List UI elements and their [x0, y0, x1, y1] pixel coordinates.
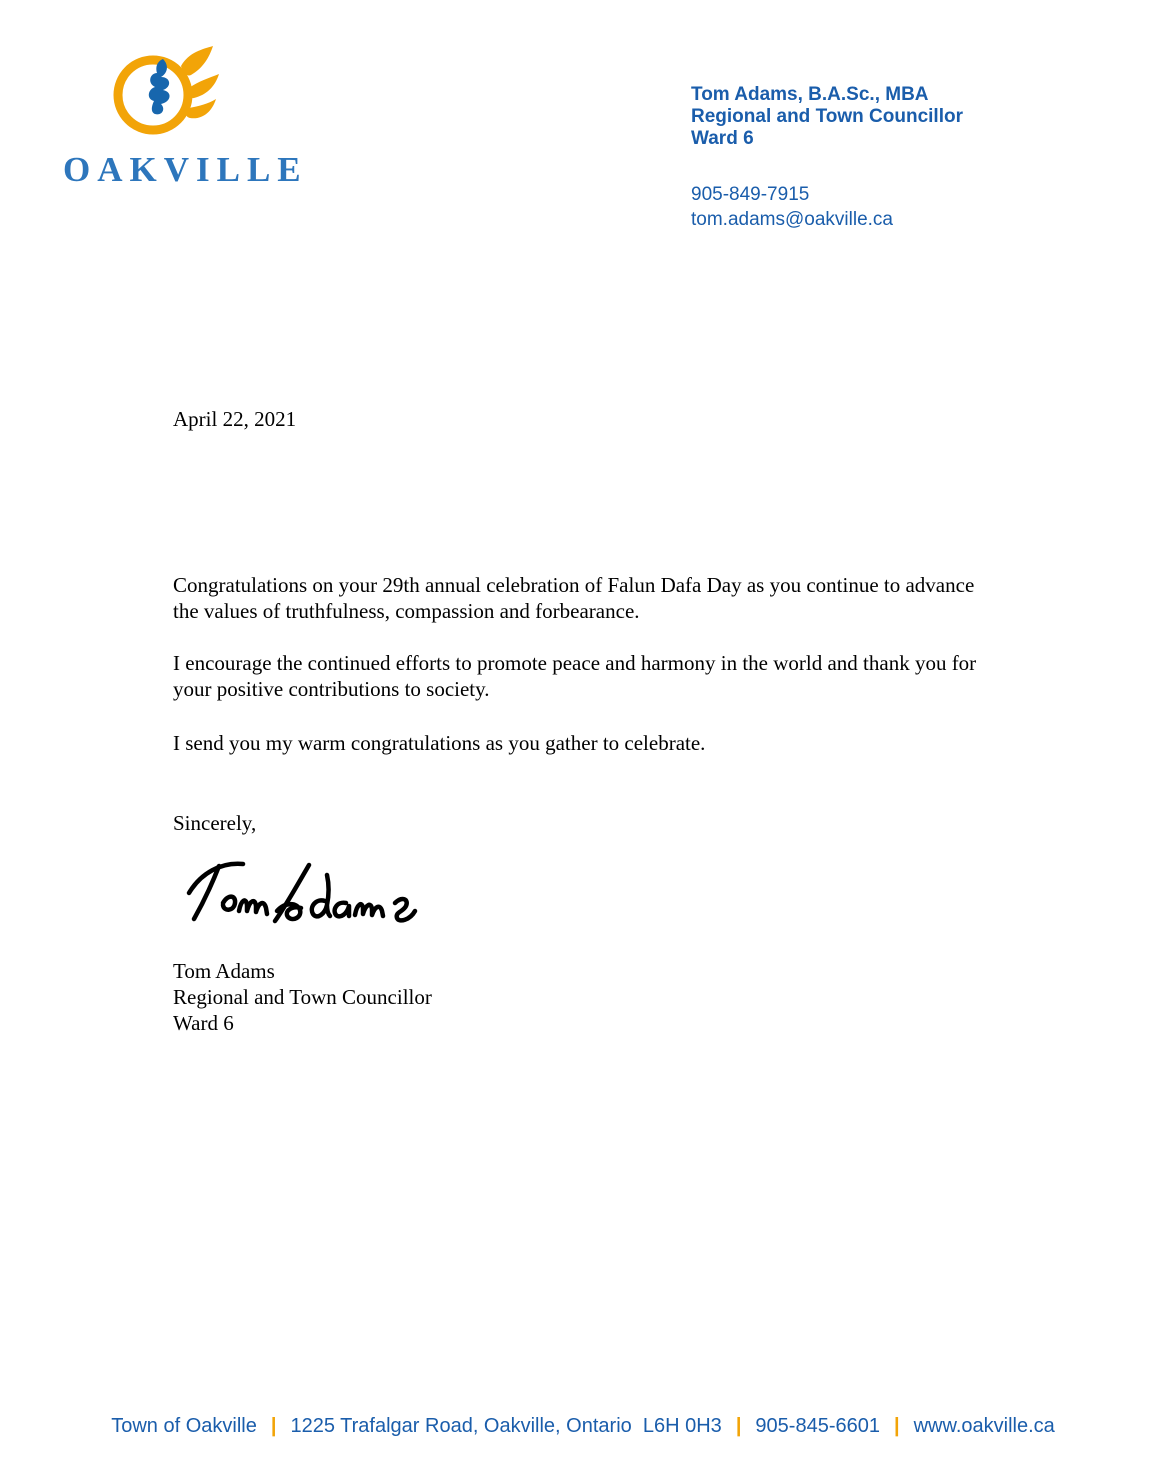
sender-title: Regional and Town Councillor	[691, 106, 963, 127]
sender-ward: Ward 6	[691, 128, 754, 149]
footer-website: www.oakville.ca	[913, 1415, 1055, 1437]
oakville-logo	[63, 46, 308, 190]
sender-name: Tom Adams, B.A.Sc., MBA	[691, 84, 929, 105]
sender-contact-block	[691, 84, 963, 232]
oakville-wordmark: OAKVILLE	[63, 150, 308, 189]
letter-date: April 22, 2021	[173, 407, 297, 431]
sender-email: tom.adams@oakville.ca	[691, 209, 893, 230]
footer-separator: |	[735, 1415, 742, 1437]
signer-block	[173, 958, 432, 1036]
sender-phone: 905-849-7915	[691, 184, 810, 205]
letter-paragraph-1: Congratulations on your 29th annual celebration of Falun Dafa Day as you continue to advance the values of truthfulness, compassion and forbearance.	[173, 573, 975, 623]
footer-separator: |	[270, 1415, 277, 1437]
letter-closing: Sincerely,	[173, 811, 257, 835]
letter-paragraph-2: I encourage the continued efforts to promote peace and harmony in the world and thank you for your positive contributions to society.	[173, 651, 977, 701]
footer-address: 1225 Trafalgar Road, Oakville, Ontario L6H 0H3	[290, 1415, 722, 1437]
footer-org: Town of Oakville	[111, 1415, 257, 1437]
signer-title: Regional and Town Councillor	[173, 985, 432, 1009]
letter-paragraph-3: I send you my warm congratulations as you gather to celebrate.	[173, 731, 706, 755]
footer-separator: |	[893, 1415, 900, 1437]
footer	[0, 1412, 1166, 1440]
oak-leaf-icon	[149, 59, 170, 114]
signer-ward: Ward 6	[173, 1011, 234, 1035]
signature-image	[183, 853, 433, 938]
signer-name: Tom Adams	[173, 959, 275, 983]
oakville-logo-mark	[103, 46, 221, 146]
footer-phone: 905-845-6601	[755, 1415, 880, 1437]
